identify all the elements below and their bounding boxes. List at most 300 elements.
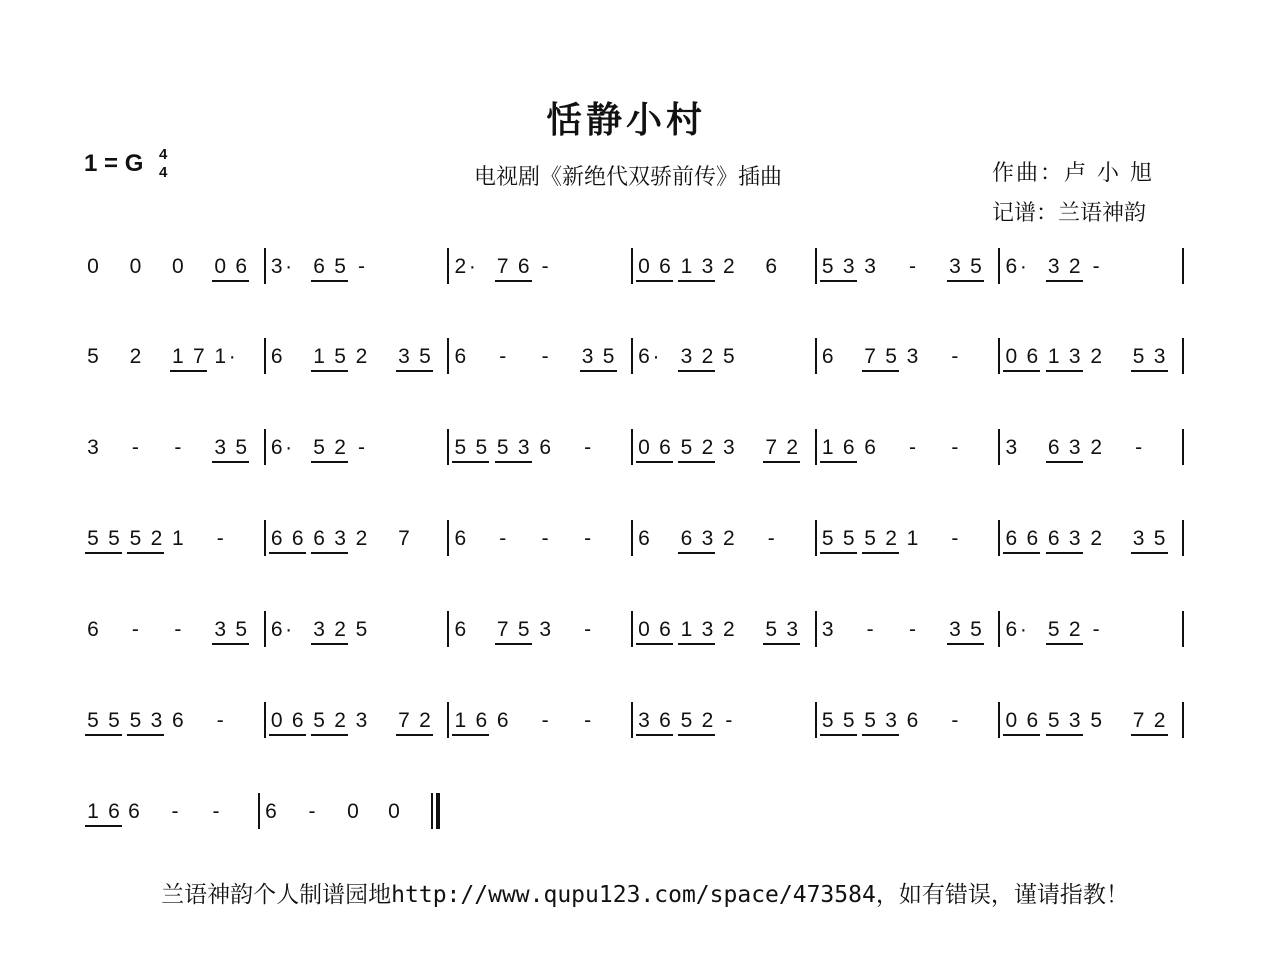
barline bbox=[998, 520, 1000, 556]
note: 6 bbox=[291, 527, 304, 550]
composer-credit: 作曲：卢 小 旭 bbox=[992, 161, 1154, 186]
barline bbox=[264, 611, 266, 647]
beam-underline bbox=[678, 552, 715, 554]
note: 2 bbox=[419, 709, 431, 732]
beam-underline bbox=[1046, 734, 1083, 736]
note: 5 bbox=[821, 255, 834, 278]
note: 2 bbox=[150, 527, 163, 550]
note: 6 bbox=[496, 709, 509, 732]
note: - bbox=[951, 709, 959, 732]
note: 7 bbox=[864, 345, 876, 368]
subtitle: 电视剧《新绝代双骄前传》插曲 bbox=[473, 165, 782, 190]
beam-underline bbox=[678, 370, 715, 372]
note: 3 bbox=[1068, 436, 1081, 459]
note: 6 bbox=[864, 436, 876, 459]
note: - bbox=[951, 345, 959, 368]
note: 5 bbox=[129, 709, 142, 732]
score-row bbox=[0, 246, 1272, 286]
note: - bbox=[308, 800, 316, 823]
barline bbox=[264, 248, 266, 284]
barline bbox=[264, 429, 266, 465]
note: 6 bbox=[108, 800, 120, 823]
note: · bbox=[652, 345, 660, 368]
note: 5 bbox=[680, 436, 693, 459]
beam-underline bbox=[212, 280, 249, 282]
score-row bbox=[0, 700, 1272, 740]
note: 6 bbox=[128, 800, 140, 823]
note: 2 bbox=[722, 618, 735, 641]
score-row bbox=[0, 427, 1272, 467]
note: - bbox=[866, 618, 874, 641]
note: - bbox=[358, 255, 365, 278]
barline bbox=[631, 429, 633, 465]
note: 5 bbox=[419, 345, 431, 368]
note: 5 bbox=[475, 436, 488, 459]
note: 2 bbox=[1090, 436, 1102, 459]
beam-underline bbox=[636, 643, 673, 645]
note: 5 bbox=[602, 345, 615, 368]
note: 5 bbox=[1132, 345, 1145, 368]
note: 6 bbox=[270, 436, 283, 459]
note: 5 bbox=[885, 345, 897, 368]
note: - bbox=[171, 800, 179, 823]
note: 3 bbox=[701, 527, 714, 550]
note: 1 bbox=[906, 527, 919, 550]
note: 6 bbox=[1005, 255, 1018, 278]
beam-underline bbox=[820, 280, 857, 282]
barline bbox=[631, 520, 633, 556]
barline bbox=[1182, 429, 1184, 465]
note: - bbox=[1135, 436, 1143, 459]
note: 6 bbox=[1026, 345, 1039, 368]
note: 5 bbox=[454, 436, 467, 459]
note: 3 bbox=[1132, 527, 1145, 550]
note: 5 bbox=[1153, 527, 1166, 550]
note: 2 bbox=[355, 345, 368, 368]
barline bbox=[447, 702, 449, 738]
note: 7 bbox=[398, 709, 410, 732]
note: 3 bbox=[786, 618, 799, 641]
note: 0 bbox=[129, 255, 142, 278]
note: 3 bbox=[864, 255, 876, 278]
note: 5 bbox=[108, 527, 120, 550]
note: 5 bbox=[842, 527, 855, 550]
note: 3 bbox=[680, 345, 693, 368]
beam-underline bbox=[452, 734, 489, 736]
beam-underline bbox=[1131, 552, 1168, 554]
note: 1 bbox=[171, 345, 184, 368]
note: 0 bbox=[638, 618, 650, 641]
barline bbox=[815, 429, 817, 465]
note: 5 bbox=[680, 709, 693, 732]
note: 0 bbox=[87, 255, 99, 278]
note: 5 bbox=[129, 527, 142, 550]
note: 0 bbox=[1005, 345, 1018, 368]
note: · bbox=[285, 436, 293, 459]
note: 3 bbox=[1153, 345, 1166, 368]
beam-underline bbox=[820, 461, 857, 463]
beam-underline bbox=[85, 825, 122, 827]
barline bbox=[1182, 702, 1184, 738]
note: 6 bbox=[1047, 436, 1060, 459]
beam-underline bbox=[85, 734, 122, 736]
beam-underline bbox=[1003, 552, 1040, 554]
note: 2 bbox=[701, 345, 714, 368]
note: 0 bbox=[1005, 709, 1018, 732]
note: 6 bbox=[454, 527, 467, 550]
note: 5 bbox=[1047, 618, 1060, 641]
note: 5 bbox=[334, 345, 346, 368]
note: - bbox=[1092, 618, 1100, 641]
beam-underline bbox=[452, 461, 489, 463]
note: 2 bbox=[701, 436, 714, 459]
barline bbox=[1182, 520, 1184, 556]
barline bbox=[447, 338, 449, 374]
note: - bbox=[216, 709, 224, 732]
note: - bbox=[725, 709, 733, 732]
beam-underline bbox=[678, 461, 715, 463]
note: 3 bbox=[398, 345, 410, 368]
note: 5 bbox=[970, 255, 982, 278]
note: - bbox=[909, 436, 916, 459]
barline bbox=[815, 702, 817, 738]
note: - bbox=[767, 527, 775, 550]
beam-underline bbox=[127, 552, 164, 554]
note: 6 bbox=[270, 618, 283, 641]
note: 5 bbox=[87, 709, 99, 732]
note: 6 bbox=[659, 255, 671, 278]
beam-underline bbox=[678, 643, 715, 645]
note: 3 bbox=[1068, 345, 1081, 368]
beam-underline bbox=[1046, 370, 1083, 372]
note: 1 bbox=[214, 345, 227, 368]
note: 3 bbox=[87, 436, 99, 459]
note: 5 bbox=[1090, 709, 1102, 732]
note: 5 bbox=[313, 709, 325, 732]
final-barline bbox=[436, 793, 440, 829]
beam-underline bbox=[127, 734, 164, 736]
note: 3 bbox=[701, 255, 714, 278]
beam-underline bbox=[1003, 734, 1040, 736]
note: 6 bbox=[475, 709, 488, 732]
note: 5 bbox=[517, 618, 530, 641]
barline bbox=[998, 429, 1000, 465]
note: 3 bbox=[517, 436, 530, 459]
beam-underline bbox=[1046, 643, 1083, 645]
note: 2 bbox=[1068, 255, 1081, 278]
note: 2 bbox=[1090, 345, 1102, 368]
note: 3 bbox=[581, 345, 594, 368]
note: · bbox=[1019, 255, 1027, 278]
note: - bbox=[174, 436, 182, 459]
note: 5 bbox=[864, 709, 876, 732]
note: 2 bbox=[355, 527, 368, 550]
beam-underline bbox=[1131, 370, 1168, 372]
note: 2 bbox=[722, 255, 735, 278]
note: 3 bbox=[906, 345, 919, 368]
beam-underline bbox=[636, 734, 673, 736]
beam-underline bbox=[311, 552, 348, 554]
barline bbox=[447, 248, 449, 284]
note: - bbox=[499, 345, 507, 368]
note: 3 bbox=[539, 618, 551, 641]
note: 6 bbox=[821, 345, 834, 368]
note: 2 bbox=[334, 436, 346, 459]
beam-underline bbox=[862, 370, 899, 372]
note: 6 bbox=[454, 345, 467, 368]
barline bbox=[815, 338, 817, 374]
note: 2 bbox=[1090, 527, 1102, 550]
note: - bbox=[951, 527, 959, 550]
note: 3 bbox=[313, 618, 325, 641]
note: 3 bbox=[150, 709, 163, 732]
note: 5 bbox=[842, 709, 855, 732]
note: 6 bbox=[270, 527, 283, 550]
beam-underline bbox=[820, 552, 857, 554]
note: 6 bbox=[765, 255, 778, 278]
page-title: 恬静小村 bbox=[545, 99, 706, 141]
note: - bbox=[131, 618, 139, 641]
note: 3 bbox=[214, 618, 227, 641]
barline bbox=[1182, 611, 1184, 647]
note: 3 bbox=[821, 618, 834, 641]
note: 1 bbox=[171, 527, 184, 550]
note: 6 bbox=[1026, 709, 1039, 732]
beam-underline bbox=[678, 280, 715, 282]
note: 7 bbox=[192, 345, 205, 368]
note: 6 bbox=[906, 709, 919, 732]
beam-underline bbox=[947, 280, 984, 282]
beam-underline bbox=[862, 734, 899, 736]
score-row bbox=[0, 336, 1272, 376]
note: 3 bbox=[1068, 527, 1081, 550]
note: - bbox=[1092, 255, 1100, 278]
footer-text: 兰语神韵个人制谱园地 bbox=[161, 882, 392, 908]
barline bbox=[258, 793, 260, 829]
note: 7 bbox=[765, 436, 778, 459]
note: 7 bbox=[398, 527, 410, 550]
barline bbox=[1182, 338, 1184, 374]
note: - bbox=[584, 618, 592, 641]
beam-underline bbox=[1046, 461, 1083, 463]
note: 3 bbox=[334, 527, 346, 550]
note: 3 bbox=[638, 709, 650, 732]
beam-underline bbox=[820, 734, 857, 736]
beam-underline bbox=[495, 643, 532, 645]
note: 5 bbox=[496, 436, 509, 459]
beam-underline bbox=[763, 643, 800, 645]
beam-underline bbox=[1046, 552, 1083, 554]
note: 2 bbox=[722, 527, 735, 550]
beam-underline bbox=[636, 461, 673, 463]
beam-underline bbox=[212, 643, 249, 645]
note: · bbox=[468, 255, 476, 278]
note: 3 bbox=[355, 709, 368, 732]
beam-underline bbox=[396, 734, 433, 736]
footer-note: ，如有错误，谨请指教！ bbox=[875, 882, 1129, 908]
time-signature-top: 4 bbox=[159, 146, 168, 163]
note: 5 bbox=[722, 345, 735, 368]
note: 6 bbox=[1005, 527, 1018, 550]
note: 2 bbox=[334, 709, 346, 732]
note: 6 bbox=[87, 618, 99, 641]
beam-underline bbox=[862, 552, 899, 554]
note: 7 bbox=[1132, 709, 1145, 732]
note: 1 bbox=[821, 436, 834, 459]
barline bbox=[631, 248, 633, 284]
note: 6 bbox=[1005, 618, 1018, 641]
barline bbox=[264, 338, 266, 374]
note: 1 bbox=[680, 255, 693, 278]
note: 5 bbox=[355, 618, 368, 641]
note: · bbox=[285, 618, 293, 641]
note: 0 bbox=[214, 255, 227, 278]
note: 2 bbox=[701, 709, 714, 732]
note: - bbox=[541, 255, 549, 278]
note: 3 bbox=[1047, 255, 1060, 278]
beam-underline bbox=[311, 734, 348, 736]
note: 3 bbox=[270, 255, 283, 278]
score-row bbox=[0, 609, 1272, 649]
note: 6 bbox=[517, 255, 530, 278]
beam-underline bbox=[396, 370, 433, 372]
note: 7 bbox=[496, 618, 509, 641]
note: 6 bbox=[265, 800, 277, 823]
barline bbox=[631, 611, 633, 647]
note: 5 bbox=[1047, 709, 1060, 732]
note: - bbox=[909, 618, 916, 641]
note: 6 bbox=[235, 255, 248, 278]
note: 6 bbox=[1047, 527, 1060, 550]
note: 5 bbox=[235, 436, 248, 459]
note: - bbox=[541, 345, 549, 368]
footer-link[interactable]: http://www.qupu123.com/space/473584 bbox=[391, 882, 876, 908]
beam-underline bbox=[311, 370, 348, 372]
note: - bbox=[212, 800, 220, 823]
note: 5 bbox=[313, 436, 325, 459]
beam-underline bbox=[85, 552, 122, 554]
beam-underline bbox=[170, 370, 207, 372]
note: 6 bbox=[171, 709, 184, 732]
beam-underline bbox=[580, 370, 617, 372]
note: 2 bbox=[786, 436, 799, 459]
note: - bbox=[131, 436, 139, 459]
note: · bbox=[228, 345, 236, 368]
beam-underline bbox=[1003, 370, 1040, 372]
note: 2 bbox=[1153, 709, 1166, 732]
barline bbox=[447, 611, 449, 647]
beam-underline bbox=[495, 280, 532, 282]
beam-underline bbox=[311, 280, 348, 282]
note: 6 bbox=[638, 527, 650, 550]
note: 1 bbox=[313, 345, 325, 368]
note: 3 bbox=[722, 436, 735, 459]
note: 0 bbox=[171, 255, 184, 278]
note: 6 bbox=[313, 527, 325, 550]
barline bbox=[815, 611, 817, 647]
note: 5 bbox=[235, 618, 248, 641]
note: - bbox=[584, 709, 592, 732]
note: - bbox=[541, 527, 549, 550]
barline bbox=[998, 248, 1000, 284]
note: - bbox=[216, 527, 224, 550]
beam-underline bbox=[1131, 734, 1168, 736]
barline bbox=[631, 338, 633, 374]
barline bbox=[631, 702, 633, 738]
note: 1 bbox=[87, 800, 99, 823]
note: 3 bbox=[949, 618, 961, 641]
note: 3 bbox=[842, 255, 855, 278]
note: 1 bbox=[454, 709, 467, 732]
note: 3 bbox=[1068, 709, 1081, 732]
note: 2 bbox=[454, 255, 467, 278]
note: 6 bbox=[638, 345, 650, 368]
note: 2 bbox=[1068, 618, 1081, 641]
note: 5 bbox=[821, 709, 834, 732]
note: 5 bbox=[821, 527, 834, 550]
note: 0 bbox=[270, 709, 283, 732]
note: 6 bbox=[659, 709, 671, 732]
barline bbox=[1182, 248, 1184, 284]
beam-underline bbox=[311, 643, 348, 645]
note: - bbox=[584, 527, 592, 550]
note: 3 bbox=[701, 618, 714, 641]
transcriber-credit: 记谱：兰语神韵 bbox=[992, 201, 1147, 226]
note: 2 bbox=[129, 345, 142, 368]
note: 6 bbox=[680, 527, 693, 550]
key-signature: 1 = G bbox=[84, 150, 144, 177]
note: - bbox=[951, 436, 959, 459]
beam-underline bbox=[636, 280, 673, 282]
note: 5 bbox=[87, 345, 99, 368]
beam-underline bbox=[678, 734, 715, 736]
barline bbox=[264, 702, 266, 738]
beam-underline bbox=[212, 461, 249, 463]
barline bbox=[815, 248, 817, 284]
note: 3 bbox=[1005, 436, 1018, 459]
note: - bbox=[584, 436, 592, 459]
note: 1 bbox=[1047, 345, 1060, 368]
barline bbox=[998, 702, 1000, 738]
note: - bbox=[499, 527, 507, 550]
beam-underline bbox=[1046, 280, 1083, 282]
beam-underline bbox=[495, 461, 532, 463]
note: 6 bbox=[539, 436, 551, 459]
barline bbox=[447, 429, 449, 465]
note: 1 bbox=[680, 618, 693, 641]
note: 5 bbox=[334, 255, 346, 278]
barline bbox=[998, 338, 1000, 374]
note: - bbox=[174, 618, 182, 641]
note: 6 bbox=[454, 618, 467, 641]
barline bbox=[815, 520, 817, 556]
note: 3 bbox=[949, 255, 961, 278]
note: 3 bbox=[885, 709, 897, 732]
note: · bbox=[285, 255, 293, 278]
note: 6 bbox=[291, 709, 304, 732]
note: 6 bbox=[313, 255, 325, 278]
barline bbox=[264, 520, 266, 556]
note: - bbox=[909, 255, 916, 278]
note: 5 bbox=[87, 527, 99, 550]
note: 2 bbox=[334, 618, 346, 641]
note: 6 bbox=[270, 345, 283, 368]
barline bbox=[998, 611, 1000, 647]
note: 2 bbox=[885, 527, 897, 550]
time-signature-bottom: 4 bbox=[159, 164, 168, 181]
beam-underline bbox=[311, 461, 348, 463]
footer bbox=[0, 876, 1272, 909]
